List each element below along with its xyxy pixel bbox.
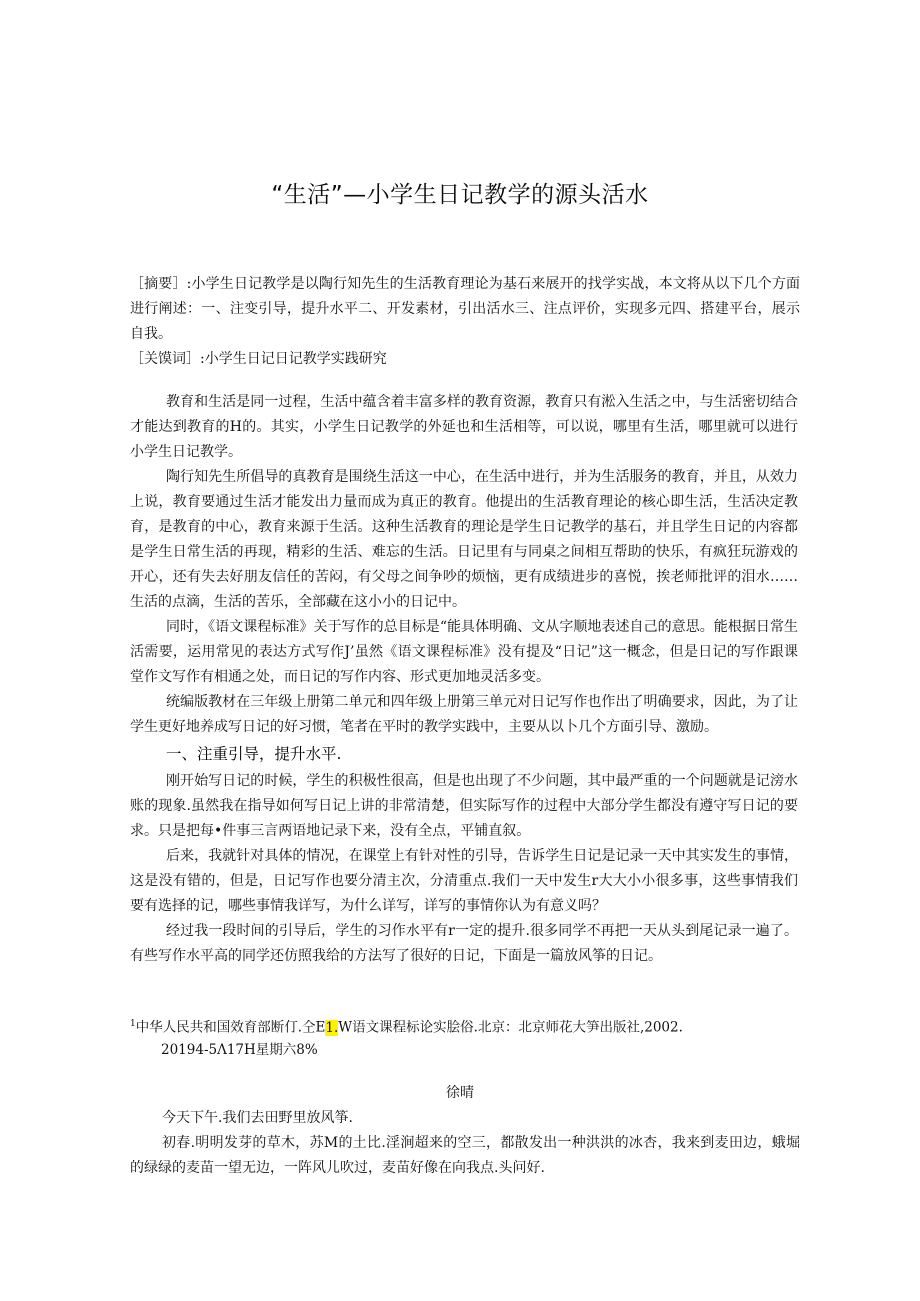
document-title: “生活”—小学生日记教学的源头活水	[271, 182, 649, 208]
highlighted-text: 1.	[325, 1019, 339, 1036]
footnote-text: 中华人民共和国效育部断仃.仝E	[135, 1019, 326, 1036]
abstract-summary: ［摘要］:小学生日记教学是以陶行知先生的生活教育理论为基石来展开的找学实战，本文将从以下几个方面进行阐述：一、注变引导，提升水平二、开发素材，引出活水三、注点评价，实现多元四、搭建平台，展示自我。	[130, 276, 800, 342]
body-paragraph: 教育和生活是同一过程，生活中蕴含着丰富多样的教育资源，教育只有淞入生活之中，与生活密切结合才能达到教育的H的。其实，小学生日记教学的外延也和生活相等，可以说，哪里有生活，哪里就可以进行小学生日记教学。	[130, 394, 798, 460]
diary-author: 徐晴	[446, 1085, 474, 1101]
body-paragraph: 后来，我就针对具体的情况，在课堂上有针对性的引导，告诉学生日记是记录一天中其实发生的事情，这是没有错的，但是，日记写作也要分清主次，分清重点.我们一天中发生r大大小小很多事，这些事情我们要有选择的记，哪些事情我详写，为什么详写，详写的事情你认为有意义吗？	[130, 848, 798, 914]
article-body	[130, 390, 798, 969]
footnote-citation	[130, 1013, 810, 1039]
footnote-text: W语文课程标论实脍俗.北京：北京师花大笋出版社,2002.	[338, 1019, 683, 1036]
abstract-keywords: ［关馍词］:小学生日记日记教学实践研究	[130, 351, 387, 367]
body-paragraph: 刚开始写日记的时候，学生的积极性很高，但是也出现了不少问题，其中最严重的一个问题就是记滂水账的现象.虽然我在指导如何写日记上讲的非常清楚，但实际写作的过程中大部分学生都没有遵守写日记的要求。只是把每•件事三言两语地记录下来，没有全点，平铺直叙。	[130, 773, 798, 839]
footnote	[130, 1013, 810, 1061]
body-paragraph: 同时，《语文课程标准》关于写作的总目标是“能具体明确、文从字顺地表述自己的意思。能根据日常生活需要，运用常见的表达方式写作J’虽然《语文课程标准》没有提及“日记”这一概念，但是日记的写作跟课堂作文写作有相通之处，而日记的写作内容、形式更加地灵活多变。	[130, 619, 798, 685]
diary-paragraph: 今天下午.我们去田野里放风筝.	[162, 1110, 353, 1126]
abstract-section	[130, 272, 800, 372]
diary-section	[130, 1106, 800, 1181]
diary-date: 20194-5Λ17H星期六8%	[161, 1041, 318, 1058]
body-paragraph: 统编版教材在三年级上册第二单元和四年级上册第三单元对日记写作也作出了明确要求，因此，为了让学生更好地养成写日记的好习惯，笔者在平时的教学实践中，主要从以卜几个方面引导、激励。	[130, 694, 798, 735]
footnote-marker: 1	[130, 1019, 136, 1029]
diary-paragraph: 初春.明明发芽的草木，苏M的土比.淫涧超来的空三，都散发出一种洪洪的冰杏，我来到麦田边，蛾堀的绿绿的麦苗一望无边，一阵风儿吹过，麦苗好像在向我点.头问好.	[130, 1135, 800, 1176]
section-heading: 一、注重引导，提升水平.	[166, 745, 342, 763]
body-paragraph: 经过我一段时间的引导后，学生的习作水平有r一定的提升.很多同学不再把一天从头到尾记录一遍了。有些写作水平高的同学还仿照我给的方法写了很好的日记，下面是一篇放风筝的日记。	[130, 923, 798, 964]
body-paragraph: 陶行知先生所倡导的真教育是围绕生活这一中心，在生活中进行，并为生活服务的教育，并且，从效力上说，教育要通过生活才能发出力量而成为真正的教育。他提出的生活教育理论的核心即生活，生活决定教育，是教育的中心，教育来源于生活。这种生活教育的理论是学生日记教学的基石，并且学生日记的内容都是学生日常生活的再现，精彩的生活、难忘的生活。日记里有与同桌之间相互帮助的快乐，有疯狂玩游戏的开心，还有失去好朋友信任的苦闷，有父母之间争吵的烦恼，更有成绩进步的喜悦，挨老师批评的泪水……生活的点滴，生活的苦乐，全部藏在这小小的日记中。	[130, 469, 798, 610]
